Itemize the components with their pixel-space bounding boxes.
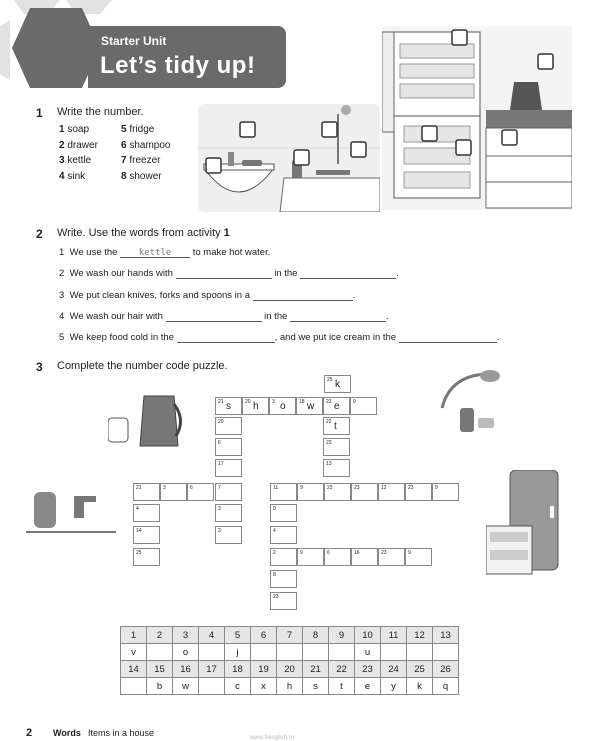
code-number: 2: [147, 627, 173, 644]
crossword-cell[interactable]: [324, 483, 351, 501]
code-number: 24: [381, 661, 407, 678]
crossword-cell[interactable]: [133, 548, 160, 566]
crossword-cell[interactable]: [269, 397, 296, 415]
cell-number: 9: [435, 485, 438, 491]
answer-blank[interactable]: [176, 268, 272, 279]
cell-number: 6: [218, 440, 221, 446]
cell-number: 11: [273, 485, 279, 491]
code-number: 3: [173, 627, 199, 644]
crossword-cell[interactable]: [187, 483, 214, 501]
crossword-cell[interactable]: [323, 417, 350, 435]
crossword-cell[interactable]: [324, 375, 351, 393]
word-list-item: 6 shampoo: [121, 139, 171, 151]
crossword-cell[interactable]: [133, 504, 160, 522]
code-letter[interactable]: [433, 644, 459, 661]
code-number: 17: [199, 661, 225, 678]
cell-number: 8: [273, 572, 276, 578]
activity-3-title: Complete the number code puzzle.: [57, 360, 228, 372]
cell-number: 7: [218, 485, 221, 491]
code-letter[interactable]: [121, 678, 147, 695]
code-letter[interactable]: [303, 644, 329, 661]
sentence-3: 3 We put clean knives, forks and spoons in a .: [59, 290, 356, 301]
code-letter[interactable]: c: [225, 678, 251, 695]
code-letter[interactable]: o: [173, 644, 199, 661]
cell-letter: s: [226, 401, 231, 412]
cell-number: 23: [381, 550, 387, 556]
activity-2-number: 2: [36, 227, 43, 241]
cell-number: 6: [190, 485, 193, 491]
code-letter[interactable]: t: [329, 678, 355, 695]
answer-blank[interactable]: kettle: [120, 247, 190, 258]
answer-blank[interactable]: [300, 268, 396, 279]
sentence-4: 4 We wash our hair with in the .: [59, 311, 389, 322]
code-number: 11: [381, 627, 407, 644]
crossword-cell[interactable]: [323, 459, 350, 477]
crossword-cell[interactable]: [242, 397, 269, 415]
cell-number: 20: [218, 419, 224, 425]
cell-number: 25: [136, 550, 142, 556]
crossword-cell[interactable]: [215, 483, 242, 501]
code-letter[interactable]: [329, 644, 355, 661]
cell-letter: o: [280, 401, 286, 412]
code-number: 21: [303, 661, 329, 678]
cell-number: 9: [300, 550, 303, 556]
sentence-5: 5 We keep food cold in the , and we put ice cream in the .: [59, 332, 500, 343]
crossword-cell[interactable]: [270, 570, 297, 588]
code-number: 10: [355, 627, 381, 644]
cell-number: 14: [136, 528, 142, 534]
cell-number: 6: [327, 550, 330, 556]
crossword-cell[interactable]: [133, 526, 160, 544]
word-list-item: 3 kettle: [59, 155, 92, 166]
code-letter[interactable]: h: [277, 678, 303, 695]
cell-number: 18: [299, 399, 305, 405]
code-letter[interactable]: w: [173, 678, 199, 695]
cell-letter: w: [307, 401, 315, 412]
activity-2-title: Write. Use the words from activity 1: [57, 227, 230, 239]
crossword-cell[interactable]: [351, 548, 378, 566]
word-list-item: 1 soap: [59, 124, 90, 135]
code-letter[interactable]: [407, 644, 433, 661]
crossword-cell[interactable]: [270, 548, 297, 566]
code-number: 16: [173, 661, 199, 678]
code-letter[interactable]: q: [433, 678, 459, 695]
cell-number: 25: [327, 377, 333, 383]
crossword-cell[interactable]: [296, 397, 323, 415]
answer-blank[interactable]: [166, 311, 262, 322]
code-letter[interactable]: [199, 678, 225, 695]
cell-number: 17: [218, 461, 224, 467]
code-number: 23: [355, 661, 381, 678]
sink-illustration: [26, 482, 116, 538]
kitchen-illustration: [382, 26, 572, 210]
cell-number: 3: [218, 506, 221, 512]
cell-number: 3: [163, 485, 166, 491]
code-number: 26: [433, 661, 459, 678]
cell-number: 9: [273, 506, 276, 512]
crossword-cell[interactable]: [215, 438, 242, 456]
code-letter[interactable]: [277, 644, 303, 661]
crossword-cell[interactable]: [215, 397, 242, 415]
code-number: 7: [277, 627, 303, 644]
cell-number: 9: [408, 550, 411, 556]
cell-number: 9: [300, 485, 303, 491]
code-number: 19: [251, 661, 277, 678]
page-title: Let’s tidy up!: [100, 52, 256, 79]
kettle-illustration: [108, 390, 188, 450]
cell-letter: t: [334, 421, 337, 432]
cell-number: 4: [273, 528, 276, 534]
cell-number: 22: [326, 440, 332, 446]
cell-number: 20: [245, 399, 251, 405]
code-number: 8: [303, 627, 329, 644]
cell-letter: k: [335, 379, 340, 390]
cell-number: 3: [272, 399, 275, 405]
crossword-cell[interactable]: [215, 459, 242, 477]
crossword-cell[interactable]: [270, 526, 297, 544]
footer-section: Words: [53, 728, 81, 738]
cell-letter: h: [253, 401, 259, 412]
code-number: 9: [329, 627, 355, 644]
crossword-cell[interactable]: [405, 548, 432, 566]
word-list-item: 5 fridge: [121, 124, 155, 135]
sentence-2: 2 We wash our hands with in the .: [59, 268, 399, 279]
cell-number: 12: [381, 485, 387, 491]
answer-blank[interactable]: [177, 332, 275, 343]
code-letter[interactable]: b: [147, 678, 173, 695]
cell-number: 4: [136, 506, 139, 512]
code-number: 4: [199, 627, 225, 644]
code-number: 15: [147, 661, 173, 678]
page-number: 2: [26, 727, 33, 739]
code-letter[interactable]: [147, 644, 173, 661]
cell-number: 23: [326, 399, 332, 405]
crossword-cell[interactable]: [270, 504, 297, 522]
crossword-cell[interactable]: [323, 438, 350, 456]
fridge-illustration: [486, 470, 570, 578]
crossword-cell[interactable]: [297, 548, 324, 566]
crossword-cell[interactable]: [270, 592, 297, 610]
code-letter[interactable]: [251, 644, 277, 661]
code-letter[interactable]: j: [225, 644, 251, 661]
code-letter[interactable]: v: [121, 644, 147, 661]
code-number: 6: [251, 627, 277, 644]
code-letter[interactable]: [199, 644, 225, 661]
code-number: 5: [225, 627, 251, 644]
cell-number: 21: [218, 399, 224, 405]
answer-blank[interactable]: [253, 290, 353, 301]
crossword-cell[interactable]: [133, 483, 160, 501]
crossword-cell[interactable]: [378, 548, 405, 566]
crossword-cell[interactable]: [323, 397, 350, 415]
footer-url: www.frenglish.ru: [250, 735, 295, 741]
code-letter[interactable]: s: [303, 678, 329, 695]
word-list-item: 4 sink: [59, 170, 86, 182]
crossword-cell[interactable]: [351, 483, 378, 501]
crossword-cell[interactable]: [405, 483, 432, 501]
code-letter[interactable]: k: [407, 678, 433, 695]
crossword-cell[interactable]: [324, 548, 351, 566]
code-letter[interactable]: e: [355, 678, 381, 695]
code-number: 1: [121, 627, 147, 644]
answer-blank[interactable]: [290, 311, 386, 322]
code-number: 12: [407, 627, 433, 644]
crossword-cell[interactable]: [297, 483, 324, 501]
cell-number: 23: [354, 485, 360, 491]
activity-3-number: 3: [36, 360, 43, 374]
footer-topic: Items in a house: [88, 728, 155, 738]
cell-number: 9: [353, 399, 356, 405]
code-number: 13: [433, 627, 459, 644]
cell-number: 3: [218, 528, 221, 534]
code-number: 25: [407, 661, 433, 678]
crossword-cell[interactable]: [350, 397, 377, 415]
crossword-cell[interactable]: [215, 504, 242, 522]
crossword-cell[interactable]: [378, 483, 405, 501]
code-letter[interactable]: [381, 644, 407, 661]
cell-number: 2: [273, 550, 276, 556]
cell-number: 22: [326, 419, 332, 425]
shower-illustration: [436, 368, 502, 434]
word-list-item: 7 freezer: [121, 155, 161, 166]
bathroom-illustration: [198, 104, 380, 212]
answer-blank[interactable]: [399, 332, 497, 343]
cell-letter: e: [334, 401, 340, 412]
activity-1-number: 1: [36, 106, 43, 120]
cell-number: 23: [327, 485, 333, 491]
cell-number: 16: [354, 550, 360, 556]
unit-label: Starter Unit: [101, 34, 167, 48]
cell-number: 13: [326, 461, 332, 467]
activity-1-title: Write the number.: [57, 106, 144, 118]
cell-number: 23: [408, 485, 414, 491]
code-number: 18: [225, 661, 251, 678]
code-letter[interactable]: y: [381, 678, 407, 695]
crossword-cell[interactable]: [215, 417, 242, 435]
word-list-item: 2 drawer: [59, 139, 98, 151]
sentence-1: 1 We use the kettle to make hot water.: [59, 247, 271, 258]
crossword-cell[interactable]: [270, 483, 297, 501]
cell-number: 23: [273, 594, 279, 600]
code-letter[interactable]: u: [355, 644, 381, 661]
word-list-item: 8 shower: [121, 170, 162, 182]
crossword-cell[interactable]: [160, 483, 187, 501]
code-number: 20: [277, 661, 303, 678]
cell-number: 21: [136, 485, 142, 491]
code-number: 14: [121, 661, 147, 678]
crossword-cell[interactable]: [432, 483, 459, 501]
number-code-table: [120, 626, 459, 695]
code-number: 22: [329, 661, 355, 678]
crossword-cell[interactable]: [215, 526, 242, 544]
code-letter[interactable]: x: [251, 678, 277, 695]
